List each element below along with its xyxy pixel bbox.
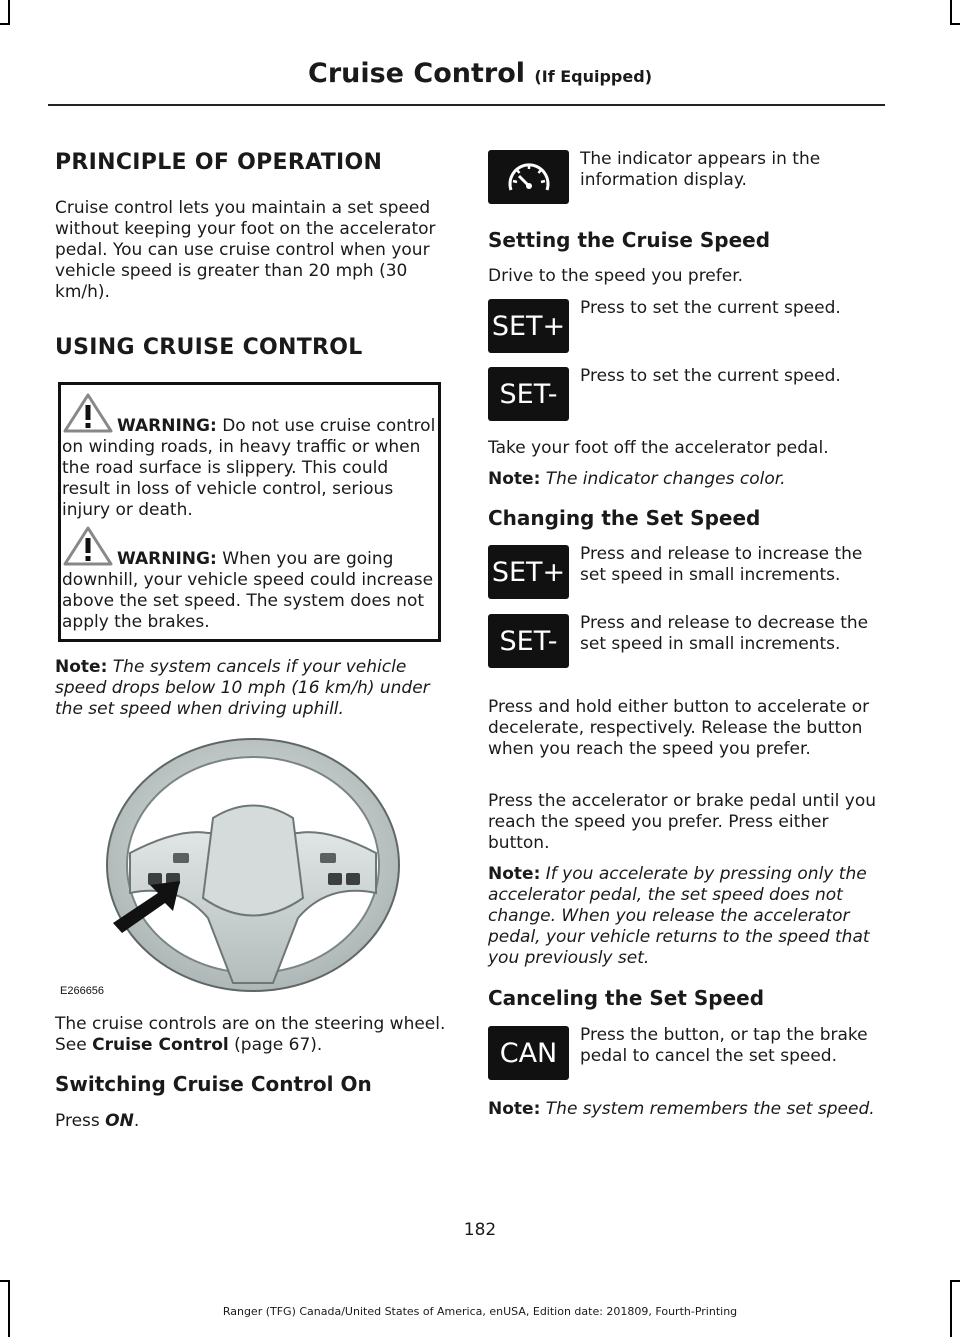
press-on bbox=[55, 1111, 139, 1132]
warning-1 bbox=[62, 416, 437, 521]
note-3-text: If you accelerate by pressing only the accelerator pedal, the set speed does not change. When you release the accelerator pedal, your vehicle returns to the speed that you previously set. bbox=[488, 864, 870, 968]
warning-2-label: WARNING: bbox=[117, 549, 217, 569]
header-subtitle: (If Equipped) bbox=[534, 67, 652, 86]
drive-text: Drive to the speed you prefer. bbox=[488, 266, 744, 286]
note-3-label: Note: bbox=[488, 864, 541, 884]
set-plus-button[interactable]: SET+ bbox=[488, 299, 569, 353]
heading-setting: Setting the Cruise Speed bbox=[488, 228, 771, 252]
warning-2-text: When you are going downhill, your vehicle speed could increase above the set speed. The system does not apply the brakes. bbox=[62, 549, 434, 632]
increase-text: Press and release to increase the set speed in small increments. bbox=[580, 544, 863, 585]
crop-mark bbox=[950, 0, 952, 25]
note-remembers bbox=[488, 1099, 883, 1120]
para-principle: Cruise control lets you maintain a set speed without keeping your foot on the accelerator pedal. You can use cruise control when your vehicle speed is greater than 20 mph (30 km/h). bbox=[55, 198, 436, 302]
hold-text: Press and hold either button to accelerate or decelerate, respectively. Release the button when you reach the speed you prefer. bbox=[488, 697, 870, 759]
edition-text: Ranger (TFG) Canada/United States of America, enUSA, Edition date: 201809, Fourth-Printing bbox=[222, 1305, 738, 1318]
set-minus-text: Press to set the current speed. bbox=[580, 366, 841, 386]
decrease-button[interactable]: SET- bbox=[488, 614, 569, 668]
cruise-control-link[interactable]: Cruise Control bbox=[92, 1035, 229, 1055]
indicator-text: The indicator appears in the information display. bbox=[580, 149, 821, 190]
crop-mark bbox=[0, 1280, 10, 1282]
set-minus-button[interactable]: SET- bbox=[488, 367, 569, 421]
warning-1-text: Do not use cruise control on winding roads, in heavy traffic or when the road surface is slippery. This could result in loss of vehicle control, serious injury or death. bbox=[62, 416, 436, 520]
crop-mark bbox=[950, 1280, 960, 1282]
cancel-text: Press the button, or tap the brake pedal to cancel the set speed. bbox=[580, 1025, 868, 1066]
note-2-text: The indicator changes color. bbox=[545, 469, 786, 489]
press-label: Press bbox=[55, 1111, 100, 1131]
pedal-text: Press the accelerator or brake pedal until you reach the speed you prefer. Press either button. bbox=[488, 791, 877, 853]
crop-mark bbox=[950, 23, 960, 25]
note-4-text: The system remembers the set speed. bbox=[545, 1099, 875, 1119]
increase-button[interactable]: SET+ bbox=[488, 545, 569, 599]
para-controls bbox=[55, 1014, 450, 1056]
foot-text: Take your foot off the accelerator pedal. bbox=[488, 438, 829, 458]
cruise-indicator-icon bbox=[488, 150, 569, 204]
warning-2 bbox=[62, 549, 437, 633]
note-accelerate bbox=[488, 864, 883, 969]
set-plus-text: Press to set the current speed. bbox=[580, 298, 841, 318]
note-uphill bbox=[55, 657, 450, 720]
para-controls-page: (page 67). bbox=[234, 1035, 323, 1055]
press-end: . bbox=[133, 1111, 140, 1131]
note-1-label: Note: bbox=[55, 657, 108, 677]
heading-canceling: Canceling the Set Speed bbox=[488, 986, 765, 1010]
image-code: E266656 bbox=[60, 985, 105, 997]
note-1-text: The system cancels if your vehicle speed drops below 10 mph (16 km/h) under the set speed when driving uphill. bbox=[55, 657, 430, 719]
heading-changing: Changing the Set Speed bbox=[488, 506, 761, 530]
heading-switching-on: Switching Cruise Control On bbox=[55, 1072, 372, 1096]
page-number: 182 bbox=[463, 1220, 497, 1240]
note-2-label: Note: bbox=[488, 469, 541, 489]
para-controls-text: The cruise controls are on the steering wheel. See bbox=[55, 1014, 446, 1055]
page-header bbox=[0, 58, 960, 89]
heading-using: USING CRUISE CONTROL bbox=[55, 335, 363, 360]
cancel-button[interactable]: CAN bbox=[488, 1026, 569, 1080]
decrease-text: Press and release to decrease the set speed in small increments. bbox=[580, 613, 869, 654]
crop-mark bbox=[0, 23, 10, 25]
note-color bbox=[488, 469, 786, 490]
warning-1-label: WARNING: bbox=[117, 416, 217, 436]
on-label: ON bbox=[105, 1111, 134, 1131]
heading-principle: PRINCIPLE OF OPERATION bbox=[55, 150, 383, 175]
note-4-label: Note: bbox=[488, 1099, 541, 1119]
header-title: Cruise Control bbox=[308, 58, 526, 89]
crop-mark bbox=[8, 0, 10, 25]
steering-wheel-illustration bbox=[58, 733, 438, 1001]
header-rule bbox=[48, 104, 885, 106]
